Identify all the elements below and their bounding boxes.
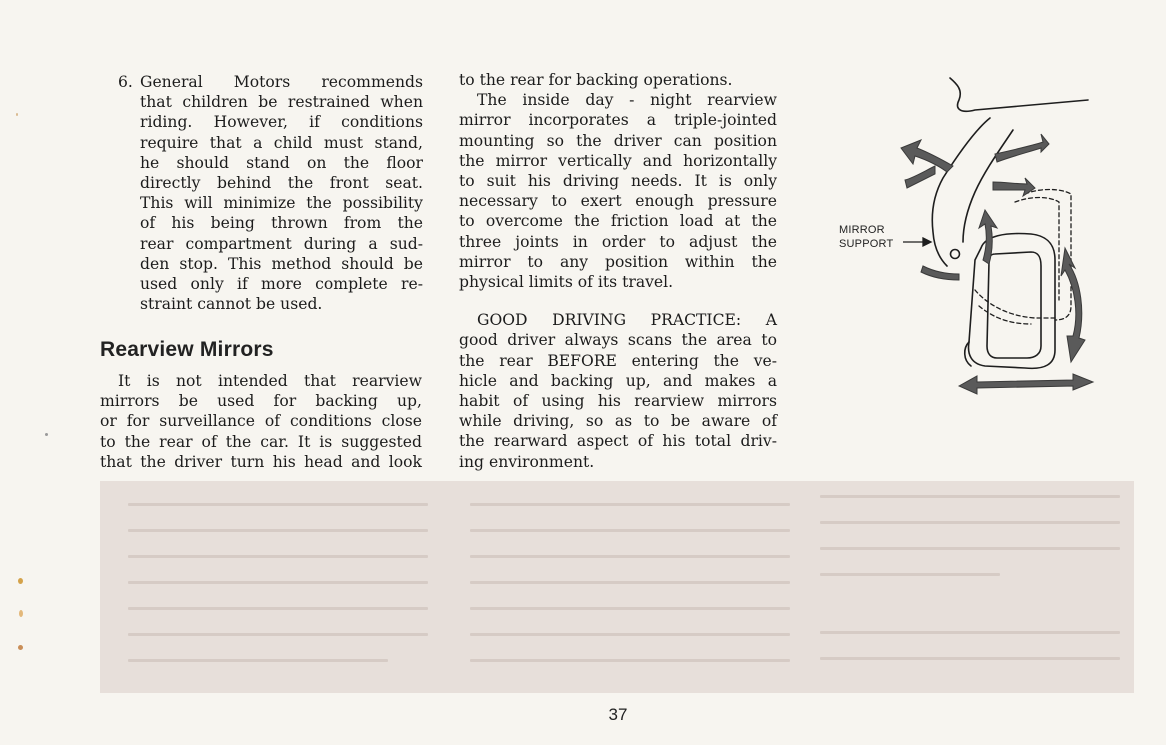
figure-label-line: MIRROR xyxy=(839,224,885,236)
paragraph-line: to overcome the friction load at the xyxy=(459,212,777,231)
paragraph-line: mirror incorporates a triple-jointed xyxy=(459,111,777,130)
tilt-arrow-icon xyxy=(993,178,1035,196)
item6-line: straint cannot be used. xyxy=(140,295,323,314)
paragraph-line: the mirror vertically and horizontally xyxy=(459,151,777,170)
item6-line: riding. However, if conditions xyxy=(140,113,423,132)
section-heading: Rearview Mirrors xyxy=(100,338,274,361)
item6-line: of his being thrown from the xyxy=(140,214,423,233)
rotation-arrow-icon xyxy=(905,166,935,188)
practice-line: while driving, so as to be aware of xyxy=(459,412,777,431)
paragraph-line: to the rear of the car. It is suggested xyxy=(100,432,422,451)
paragraph-line: It is not intended that rearview xyxy=(118,372,422,390)
practice-line: ing environment. xyxy=(459,452,595,471)
practice-line: good driver always scans the area to xyxy=(459,331,777,350)
paragraph-line: mounting so the driver can position xyxy=(459,131,777,150)
tilt-arrow-icon xyxy=(921,266,959,280)
horizontal-arrow-icon xyxy=(959,374,1093,394)
practice-line: the rear BEFORE entering the ve- xyxy=(459,351,777,370)
middle-column xyxy=(459,70,777,472)
paper-speck xyxy=(45,433,48,436)
practice-line: GOOD DRIVING PRACTICE: A xyxy=(477,311,777,330)
paper-speck xyxy=(16,113,18,116)
rotation-arrow-icon xyxy=(995,134,1049,162)
practice-line: the rearward aspect of his total driv- xyxy=(459,432,777,451)
figure-label xyxy=(839,223,893,251)
paper-speck xyxy=(18,645,23,650)
list-item-6 xyxy=(118,72,423,314)
windshield-line xyxy=(950,78,1088,111)
item6-line: he should stand on the floor xyxy=(140,153,423,172)
paragraph-line: mirrors be used for backing up, xyxy=(100,392,422,411)
paragraph-line: or for surveillance of conditions close xyxy=(100,412,422,431)
paragraph-line: to suit his driving needs. It is only xyxy=(459,172,777,191)
vertical-arrow-icon xyxy=(1061,248,1085,362)
item6-line: that children be restrained when xyxy=(140,93,423,112)
item6-line: rear compartment during a sud- xyxy=(140,234,423,253)
item6-line: This will minimize the possibility xyxy=(140,194,423,213)
practice-line: hicle and backing up, and makes a xyxy=(459,371,777,390)
figure-label-line: SUPPORT xyxy=(839,238,894,250)
paragraph-line: physical limits of its travel. xyxy=(459,273,674,292)
section-paragraph xyxy=(100,371,422,472)
item6-line: require that a child must stand, xyxy=(140,133,423,152)
bleed-through-area xyxy=(100,481,1134,693)
paragraph-line: three joints in order to adjust the xyxy=(459,232,777,251)
list-item-number: 6. xyxy=(118,73,133,91)
item6-line: den stop. This method should be xyxy=(140,254,423,273)
paper-speck xyxy=(18,578,23,584)
paragraph-line: to the rear for backing operations. xyxy=(459,71,733,89)
item6-line: used only if more complete re- xyxy=(140,275,423,294)
page-number: 37 xyxy=(608,705,628,724)
item6-line: General Motors recommends xyxy=(140,73,423,91)
pivot-joint-icon xyxy=(951,250,960,259)
support-arm xyxy=(932,118,990,266)
paper-speck xyxy=(19,610,23,617)
practice-line: habit of using his rearview mirrors xyxy=(459,392,777,411)
paragraph-line: mirror to any position within the xyxy=(459,252,777,271)
paragraph-line: The inside day - night rearview xyxy=(477,91,777,110)
item6-line: directly behind the front seat. xyxy=(140,174,423,193)
paragraph-line: necessary to exert enough pressure xyxy=(459,192,777,211)
paragraph-line: that the driver turn his head and look xyxy=(100,452,422,471)
rotation-arrow-icon xyxy=(901,140,953,172)
